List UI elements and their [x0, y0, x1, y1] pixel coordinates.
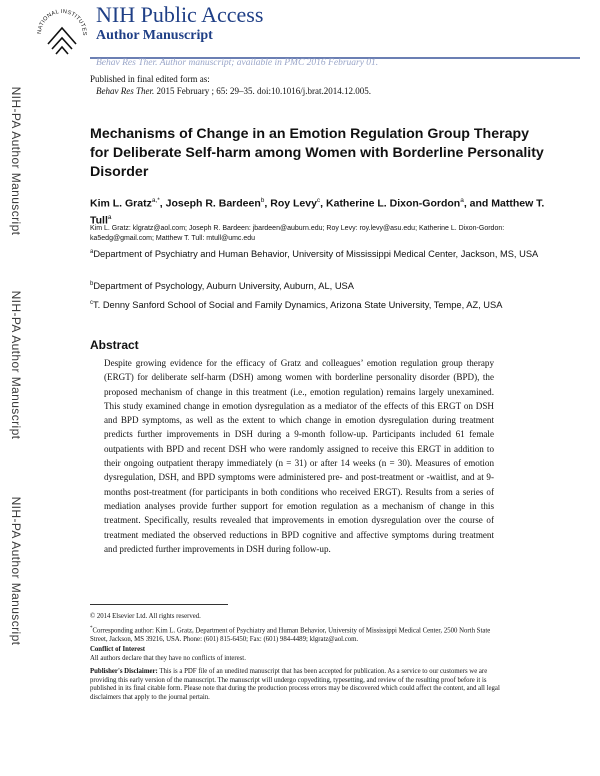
nih-public-access-title: NIH Public Access — [96, 2, 264, 27]
affiliation-c: $^c$T. Denny Sanford School of Social and Family Dynamics, Arizona State University, Tempe, AZ, USA — [90, 300, 503, 311]
citation-details: 2015 February ; 65: 29–35. doi:10.1016/j.brat.2014.12.005. — [156, 86, 371, 96]
abstract-body: Despite growing evidence for the efficacy of Gratz and colleagues’ emotion regulation group therapy (ERGT) for deliberate self-harm (DSH) among women with borderline personality disorder (BPD), the proposed mechanism of change in this treatment (i.e., emotion regulation) remains largely unexamined. This study examined change in emotion dysregulation as a mediator of the effects of this ERGT on DSH and BPD symptoms, as well as the extent to which change in emotion dysregulation during treatment predicts further improvements in DSH during a 9-month follow-up. Participants included 61 female outpatients with BPD and recent DSH who were randomly assigned to receive this ERGT in addition to their ongoing outpatient therapy immediately (n = 31) or after 14 weeks (n = 30). Measures of emotion dysregulation, DSH, and BPD symptoms were administered pre- and post-treatment or -waitlist, and at 9-months post-treatment (for participants in both conditions who received ERGT). Results from a series of mediation analyses provide further support for emotion regulation as a mechanism of change in this treatment. Specifically, results revealed that improvements in emotion dysregulation over the course of treatment mediated the observed reductions in BPD cognitive and affective symptoms during treatment and predicted further improvements in DSH during follow-up. — [104, 358, 494, 554]
author-manuscript-label: Author Manuscript — [96, 28, 213, 43]
author-sup: b — [260, 197, 265, 204]
author-list: Kim L. Gratz$^{a,*}$, Joseph R. Bardeen$^b$, Roy Levy$^c$, Katherine L. Dixon-Gordon$^a$, and Matthew T. Tull$^a$ — [90, 197, 545, 226]
footnote-rule — [90, 604, 228, 605]
availability-line — [96, 58, 378, 68]
sidebar-label-3: NIH-PA Author Manuscript — [9, 496, 23, 646]
author-sup: a,* — [151, 197, 160, 204]
sidebar-label-1: NIH-PA Author Manuscript — [9, 86, 23, 236]
article-title: Mechanisms of Change in an Emotion Regulation Group Therapy for Deliberate Self-harm among Women with Borderline Personality Disorder — [90, 126, 544, 180]
copyright-note: © 2014 Elsevier Ltd. All rights reserved. — [90, 613, 201, 620]
svg-text:NATIONAL INSTITUTES OF HEALTH — [36, 4, 87, 36]
author-emails: Kim L. Gratz: klgratz@aol.com; Joseph R. Bardeen: jbardeen@auburn.edu; Roy Levy: roy.levy@asu.edu; Katherine L. Dixon-Gordon: ka5edg@gmail.com; Matthew T. Tull: mtull@umc.edu — [90, 225, 505, 242]
availability-text: Author manuscript; available in PMC 2016 February 01. — [159, 58, 379, 68]
author-name: Kim L. Gratz — [90, 197, 152, 210]
citation-journal: Behav Res Ther. — [96, 86, 155, 96]
sidebar-label-2: NIH-PA Author Manuscript — [9, 290, 23, 440]
logo-lettering: NATIONAL INSTITUTES — [36, 8, 88, 36]
conflict-of-interest: Conflict of Interest All authors declare that they have no conflicts of interest. — [90, 646, 246, 662]
author-name: Joseph R. Bardeen — [165, 197, 261, 210]
corresponding-author-note: *Corresponding author: Kim L. Gratz, Department of Psychiatry and Human Behavior, University of Mississippi Medical Center, 2500 North State Street, Jackson, MS 39216, USA. Phone: (601) 815-6450; Fax: (601) 984-4489; klgratz@aol.com. — [90, 626, 491, 643]
author-sup: c — [316, 197, 321, 204]
affiliation-a: $^a$Department of Psychiatry and Human Behavior, University of Mississippi Medical Center, Jackson, MS, USA — [90, 249, 539, 260]
affiliation-b: $^b$Department of Psychology, Auburn University, Auburn, AL, USA — [90, 281, 354, 292]
abstract-heading: Abstract — [90, 338, 139, 352]
author-sup: a — [460, 197, 464, 204]
author-sup: a — [107, 213, 112, 221]
nih-logo — [36, 4, 88, 66]
author-name: Katherine L. Dixon-Gordon — [326, 197, 461, 210]
author-name: Roy Levy — [270, 197, 317, 210]
journal-abbrev: Behav Res Ther. — [96, 58, 158, 68]
author-name: Matthew T. Tull — [90, 197, 545, 226]
published-in-label: Published in final edited form as: — [90, 74, 210, 84]
citation — [96, 86, 371, 96]
publisher-disclaimer: Publisher's Disclaimer: This is a PDF file of an unedited manuscript that has been accepted for publication. As a service to our customers we are providing this early version of the manuscript. The manuscript will undergo copyediting, typesetting, and review of the resulting proof before it is published in its final citable form. Please note that during the production process errors may be discovered which could affect the content, and all legal disclaimers that apply to the journal pertain. — [90, 668, 500, 701]
